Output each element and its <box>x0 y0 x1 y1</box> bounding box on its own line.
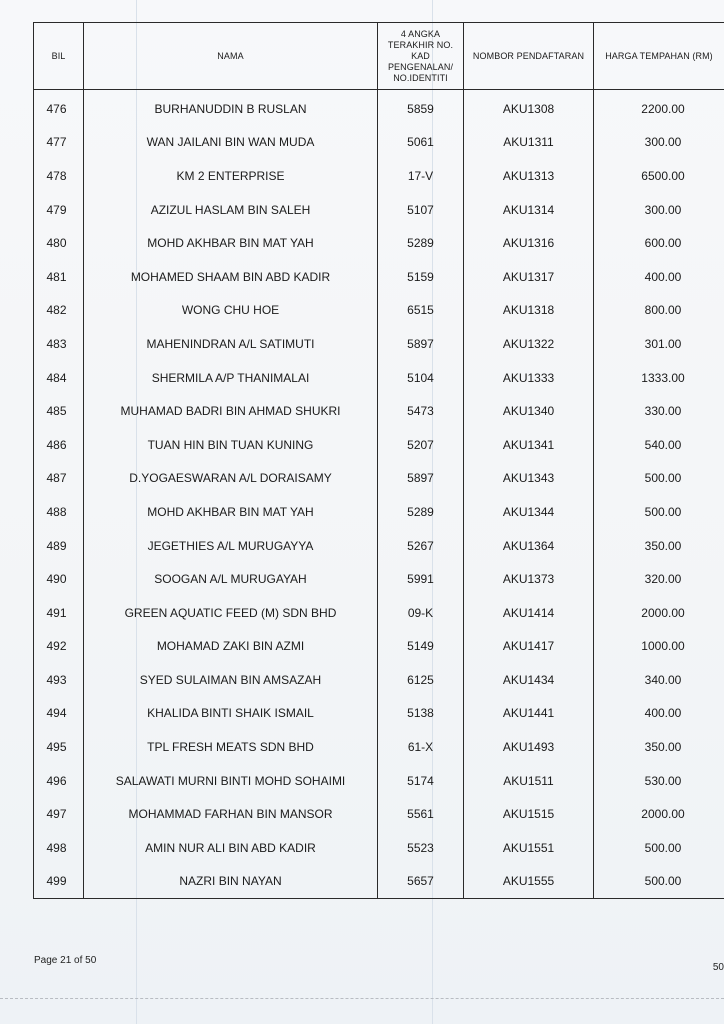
cell-price: 320.00 <box>594 562 724 596</box>
header-ic: 4 ANGKA TERAKHIR NO. KAD PENGENALAN/ NO.IDENTITI <box>378 23 464 90</box>
table-row <box>34 797 724 831</box>
cell-reg: AKU1441 <box>464 697 594 731</box>
cell-reg: AKU1493 <box>464 730 594 764</box>
cell-price: 1000.00 <box>594 630 724 664</box>
table-row <box>34 159 724 193</box>
cell-reg: AKU1316 <box>464 226 594 260</box>
cell-bil: 483 <box>34 327 84 361</box>
cell-reg: AKU1340 <box>464 394 594 428</box>
cell-nama: D.YOGAESWARAN A/L DORAISAMY <box>84 462 378 496</box>
cell-reg: AKU1311 <box>464 126 594 160</box>
table-header-row <box>34 23 724 90</box>
cell-price: 300.00 <box>594 126 724 160</box>
cell-bil: 496 <box>34 764 84 798</box>
cell-price: 2000.00 <box>594 596 724 630</box>
cell-bil: 485 <box>34 394 84 428</box>
table-row <box>34 495 724 529</box>
header-reg: NOMBOR PENDAFTARAN <box>464 23 594 90</box>
registration-table <box>33 22 724 899</box>
cell-price: 500.00 <box>594 462 724 496</box>
page-number: Page 21 of 50 <box>34 955 97 966</box>
table-row <box>34 226 724 260</box>
cell-price: 340.00 <box>594 663 724 697</box>
table-row <box>34 562 724 596</box>
cell-reg: AKU1551 <box>464 831 594 865</box>
cell-price: 350.00 <box>594 529 724 563</box>
cell-price: 400.00 <box>594 697 724 731</box>
cell-price: 2200.00 <box>594 90 724 126</box>
header-bil: BIL <box>34 23 84 90</box>
table-row <box>34 697 724 731</box>
table-row <box>34 394 724 428</box>
cell-ic: 61-X <box>378 730 464 764</box>
cell-nama: MOHAMMAD FARHAN BIN MANSOR <box>84 797 378 831</box>
table-row <box>34 260 724 294</box>
cell-ic: 5657 <box>378 865 464 899</box>
cell-bil: 489 <box>34 529 84 563</box>
cell-bil: 478 <box>34 159 84 193</box>
cell-nama: MOHD AKHBAR BIN MAT YAH <box>84 226 378 260</box>
cell-price: 800.00 <box>594 294 724 328</box>
cell-ic: 5289 <box>378 495 464 529</box>
cell-ic: 5267 <box>378 529 464 563</box>
cell-reg: AKU1417 <box>464 630 594 664</box>
cell-bil: 479 <box>34 193 84 227</box>
cell-bil: 491 <box>34 596 84 630</box>
cell-bil: 482 <box>34 294 84 328</box>
cell-nama: MOHAMAD ZAKI BIN AZMI <box>84 630 378 664</box>
cell-ic: 5159 <box>378 260 464 294</box>
cell-bil: 486 <box>34 428 84 462</box>
table-row <box>34 193 724 227</box>
cell-reg: AKU1343 <box>464 462 594 496</box>
cell-ic: 5991 <box>378 562 464 596</box>
table-row <box>34 90 724 126</box>
cell-reg: AKU1555 <box>464 865 594 899</box>
cell-nama: MOHD AKHBAR BIN MAT YAH <box>84 495 378 529</box>
cell-ic: 5107 <box>378 193 464 227</box>
cell-bil: 484 <box>34 361 84 395</box>
cell-bil: 493 <box>34 663 84 697</box>
cell-bil: 499 <box>34 865 84 899</box>
cell-nama: KM 2 ENTERPRISE <box>84 159 378 193</box>
cell-bil: 476 <box>34 90 84 126</box>
cell-bil: 495 <box>34 730 84 764</box>
cell-reg: AKU1344 <box>464 495 594 529</box>
cell-bil: 488 <box>34 495 84 529</box>
page-edge-number: 50 <box>712 962 724 973</box>
cell-nama: KHALIDA BINTI SHAIK ISMAIL <box>84 697 378 731</box>
cell-nama: BURHANUDDIN B RUSLAN <box>84 90 378 126</box>
cell-nama: JEGETHIES A/L MURUGAYYA <box>84 529 378 563</box>
cell-nama: NAZRI BIN NAYAN <box>84 865 378 899</box>
cell-price: 500.00 <box>594 865 724 899</box>
cell-price: 540.00 <box>594 428 724 462</box>
table-row <box>34 361 724 395</box>
cell-bil: 481 <box>34 260 84 294</box>
scan-edge <box>0 998 724 1000</box>
table-row <box>34 730 724 764</box>
cell-nama: WAN JAILANI BIN WAN MUDA <box>84 126 378 160</box>
cell-bil: 490 <box>34 562 84 596</box>
cell-ic: 5561 <box>378 797 464 831</box>
cell-bil: 494 <box>34 697 84 731</box>
cell-price: 330.00 <box>594 394 724 428</box>
registration-table-container <box>33 22 724 904</box>
cell-nama: SYED SULAIMAN BIN AMSAZAH <box>84 663 378 697</box>
cell-ic: 09-K <box>378 596 464 630</box>
cell-ic: 5149 <box>378 630 464 664</box>
table-row <box>34 529 724 563</box>
cell-nama: AMIN NUR ALI BIN ABD KADIR <box>84 831 378 865</box>
cell-bil: 492 <box>34 630 84 664</box>
table-body <box>34 90 724 899</box>
cell-ic: 5104 <box>378 361 464 395</box>
table-row <box>34 126 724 160</box>
cell-reg: AKU1318 <box>464 294 594 328</box>
cell-nama: MAHENINDRAN A/L SATIMUTI <box>84 327 378 361</box>
cell-bil: 487 <box>34 462 84 496</box>
cell-reg: AKU1414 <box>464 596 594 630</box>
cell-price: 500.00 <box>594 831 724 865</box>
cell-reg: AKU1364 <box>464 529 594 563</box>
cell-reg: AKU1511 <box>464 764 594 798</box>
cell-price: 300.00 <box>594 193 724 227</box>
cell-ic: 5473 <box>378 394 464 428</box>
cell-nama: AZIZUL HASLAM BIN SALEH <box>84 193 378 227</box>
cell-price: 2000.00 <box>594 797 724 831</box>
cell-nama: GREEN AQUATIC FEED (M) SDN BHD <box>84 596 378 630</box>
cell-price: 1333.00 <box>594 361 724 395</box>
cell-reg: AKU1341 <box>464 428 594 462</box>
table-row <box>34 630 724 664</box>
cell-price: 500.00 <box>594 495 724 529</box>
table-row <box>34 327 724 361</box>
cell-reg: AKU1434 <box>464 663 594 697</box>
cell-nama: MUHAMAD BADRI BIN AHMAD SHUKRI <box>84 394 378 428</box>
cell-ic: 5897 <box>378 327 464 361</box>
cell-reg: AKU1515 <box>464 797 594 831</box>
cell-ic: 17-V <box>378 159 464 193</box>
cell-reg: AKU1313 <box>464 159 594 193</box>
table-row <box>34 663 724 697</box>
cell-reg: AKU1322 <box>464 327 594 361</box>
table-row <box>34 865 724 899</box>
cell-ic: 5174 <box>378 764 464 798</box>
table-row <box>34 831 724 865</box>
header-nama: NAMA <box>84 23 378 90</box>
cell-ic: 5289 <box>378 226 464 260</box>
cell-nama: MOHAMED SHAAM BIN ABD KADIR <box>84 260 378 294</box>
cell-price: 6500.00 <box>594 159 724 193</box>
table-row <box>34 294 724 328</box>
cell-bil: 498 <box>34 831 84 865</box>
table-row <box>34 764 724 798</box>
cell-ic: 5207 <box>378 428 464 462</box>
cell-bil: 480 <box>34 226 84 260</box>
cell-reg: AKU1317 <box>464 260 594 294</box>
cell-ic: 6125 <box>378 663 464 697</box>
cell-nama: SALAWATI MURNI BINTI MOHD SOHAIMI <box>84 764 378 798</box>
cell-bil: 497 <box>34 797 84 831</box>
table-row <box>34 462 724 496</box>
table-row <box>34 596 724 630</box>
cell-reg: AKU1314 <box>464 193 594 227</box>
cell-ic: 5061 <box>378 126 464 160</box>
cell-nama: WONG CHU HOE <box>84 294 378 328</box>
cell-price: 301.00 <box>594 327 724 361</box>
cell-nama: TPL FRESH MEATS SDN BHD <box>84 730 378 764</box>
cell-ic: 5523 <box>378 831 464 865</box>
cell-price: 600.00 <box>594 226 724 260</box>
cell-price: 350.00 <box>594 730 724 764</box>
cell-ic: 5138 <box>378 697 464 731</box>
cell-reg: AKU1308 <box>464 90 594 126</box>
header-price: HARGA TEMPAHAN (RM) <box>594 23 724 90</box>
cell-price: 400.00 <box>594 260 724 294</box>
cell-price: 530.00 <box>594 764 724 798</box>
cell-ic: 5859 <box>378 90 464 126</box>
cell-bil: 477 <box>34 126 84 160</box>
cell-ic: 5897 <box>378 462 464 496</box>
cell-reg: AKU1333 <box>464 361 594 395</box>
cell-reg: AKU1373 <box>464 562 594 596</box>
table-row <box>34 428 724 462</box>
cell-nama: SHERMILA A/P THANIMALAI <box>84 361 378 395</box>
cell-nama: SOOGAN A/L MURUGAYAH <box>84 562 378 596</box>
cell-ic: 6515 <box>378 294 464 328</box>
cell-nama: TUAN HIN BIN TUAN KUNING <box>84 428 378 462</box>
